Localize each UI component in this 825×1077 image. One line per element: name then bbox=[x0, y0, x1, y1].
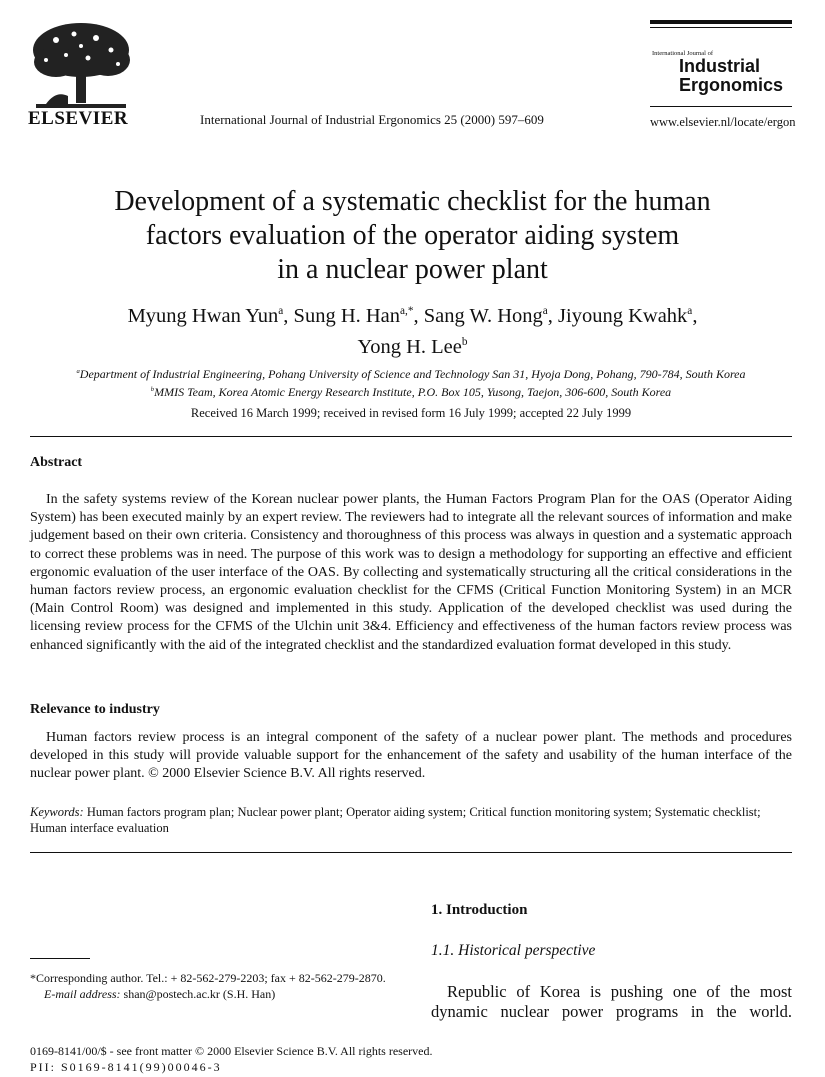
publisher-name: ELSEVIER bbox=[28, 108, 129, 129]
relevance-heading: Relevance to industry bbox=[30, 702, 160, 717]
author: Sung H. Han$^{a,*}$, bbox=[293, 304, 424, 327]
received-dates: Received 16 March 1999; received in revised form 16 July 1999; accepted 22 July 1999 bbox=[190, 406, 632, 420]
author: Yong H. Lee$^b$ bbox=[357, 335, 468, 358]
journal-box-name-line1: Industrial bbox=[679, 56, 761, 76]
author: Myung Hwan Yun$^a$, bbox=[127, 304, 294, 327]
affiliations bbox=[30, 364, 792, 400]
journal-box bbox=[650, 20, 796, 130]
abstract-text: In the safety systems review of the Korean nuclear power plants, the Human Factors Program Plan for the OAS (Operator Aiding System) has been executed mainly by an expert review. The reviewers had to integrate all the relevant sources of information and make judgement based on their own criteria. Consistency and thoroughness of this process was always in question and a systematic approach to correct these problems was in need. The purpose of this work was to design a methodology for supporting an effective and efficient ergonomic evaluation of the user interface of the OAS. By collecting and systematically structuring all the critical considerations in the human factors review process, an ergonomic evaluation checklist for the CFMS (Critical Function Monitoring System) in an MCR (Main Control Room) was designed and implemented in this study. Application of the developed checklist was used during the licensing review process for the CFMS of the Ulchin unit 3&4. Efficiency and effectiveness of the human factors review process was enhanced significantly with the aid of the integrated checklist and the standardized evaluation format developed in this study. bbox=[30, 492, 792, 653]
subsection-heading: 1.1. Historical perspective bbox=[431, 942, 596, 959]
journal-box-rule bbox=[650, 27, 792, 28]
email-label: E-mail address: bbox=[44, 987, 121, 1001]
keywords-label: Keywords: bbox=[30, 805, 84, 819]
email-line bbox=[30, 986, 392, 1002]
introduction-text: Republic of Korea is pushing one of the most dynamic nuclear power programs in the world. bbox=[431, 982, 792, 1021]
author: Sang W. Hong$^a$, bbox=[423, 304, 559, 327]
journal-url[interactable]: www.elsevier.nl/locate/ergon bbox=[650, 115, 796, 129]
journal-box-rule bbox=[650, 20, 792, 24]
author: Jiyoung Kwahk$^a$, bbox=[558, 304, 698, 327]
pii: PII: S0169-8141(99)00046-3 bbox=[30, 1060, 222, 1074]
journal-citation: International Journal of Industrial Ergonomics 25 (2000) 597–609 bbox=[200, 112, 544, 127]
footnote-rule bbox=[30, 958, 90, 959]
relevance-text: Human factors review process is an integral component of the safety of a nuclear power plant. The methods and procedures developed in this study will provide valuable support for the enhancement of the safety and usability of the human interface of the nuclear power plant. © 2000 Elsevier Science B.V. All rights reserved. bbox=[30, 730, 792, 782]
affiliation-a: $^a$Department of Industrial Engineering, Pohang University of Science and Technology San 31, Hyoja Dong, Pohang, 790-784, South Korea bbox=[76, 367, 746, 381]
section-divider bbox=[30, 852, 792, 853]
corresponding-author: *Corresponding author. Tel.: + 82-562-279-2203; fax + 82-562-279-2870. bbox=[30, 971, 386, 985]
keywords bbox=[30, 804, 792, 836]
title-line: Development of a systematic checklist for the human bbox=[114, 186, 711, 217]
journal-box-name-line2: Ergonomics bbox=[679, 75, 784, 95]
section-divider bbox=[30, 436, 792, 437]
journal-box-prefix: International Journal of bbox=[652, 50, 714, 57]
title-line: in a nuclear power plant bbox=[277, 254, 548, 285]
journal-box-rule bbox=[650, 106, 792, 107]
footnote bbox=[30, 970, 392, 1002]
affiliation-b: $^b$MMIS Team, Korea Atomic Energy Research Institute, P.O. Box 105, Yusong, Taejon, 306-600, South Korea bbox=[150, 385, 672, 399]
email-address[interactable]: shan@postech.ac.kr (S.H. Han) bbox=[123, 987, 276, 1001]
keywords-text: Human factors program plan; Nuclear power plant; Operator aiding system; Critical function monitoring system; Systematic checklist; Human interface evaluation bbox=[30, 805, 761, 835]
issn-line: 0169-8141/00/$ - see front matter © 2000 Elsevier Science B.V. All rights reserved. bbox=[30, 1044, 433, 1058]
author-list bbox=[40, 298, 785, 360]
abstract-heading: Abstract bbox=[30, 455, 83, 470]
title-line: factors evaluation of the operator aiding system bbox=[145, 220, 680, 251]
front-matter bbox=[30, 1043, 432, 1075]
article-title bbox=[40, 185, 785, 287]
introduction-heading: 1. Introduction bbox=[431, 902, 528, 918]
